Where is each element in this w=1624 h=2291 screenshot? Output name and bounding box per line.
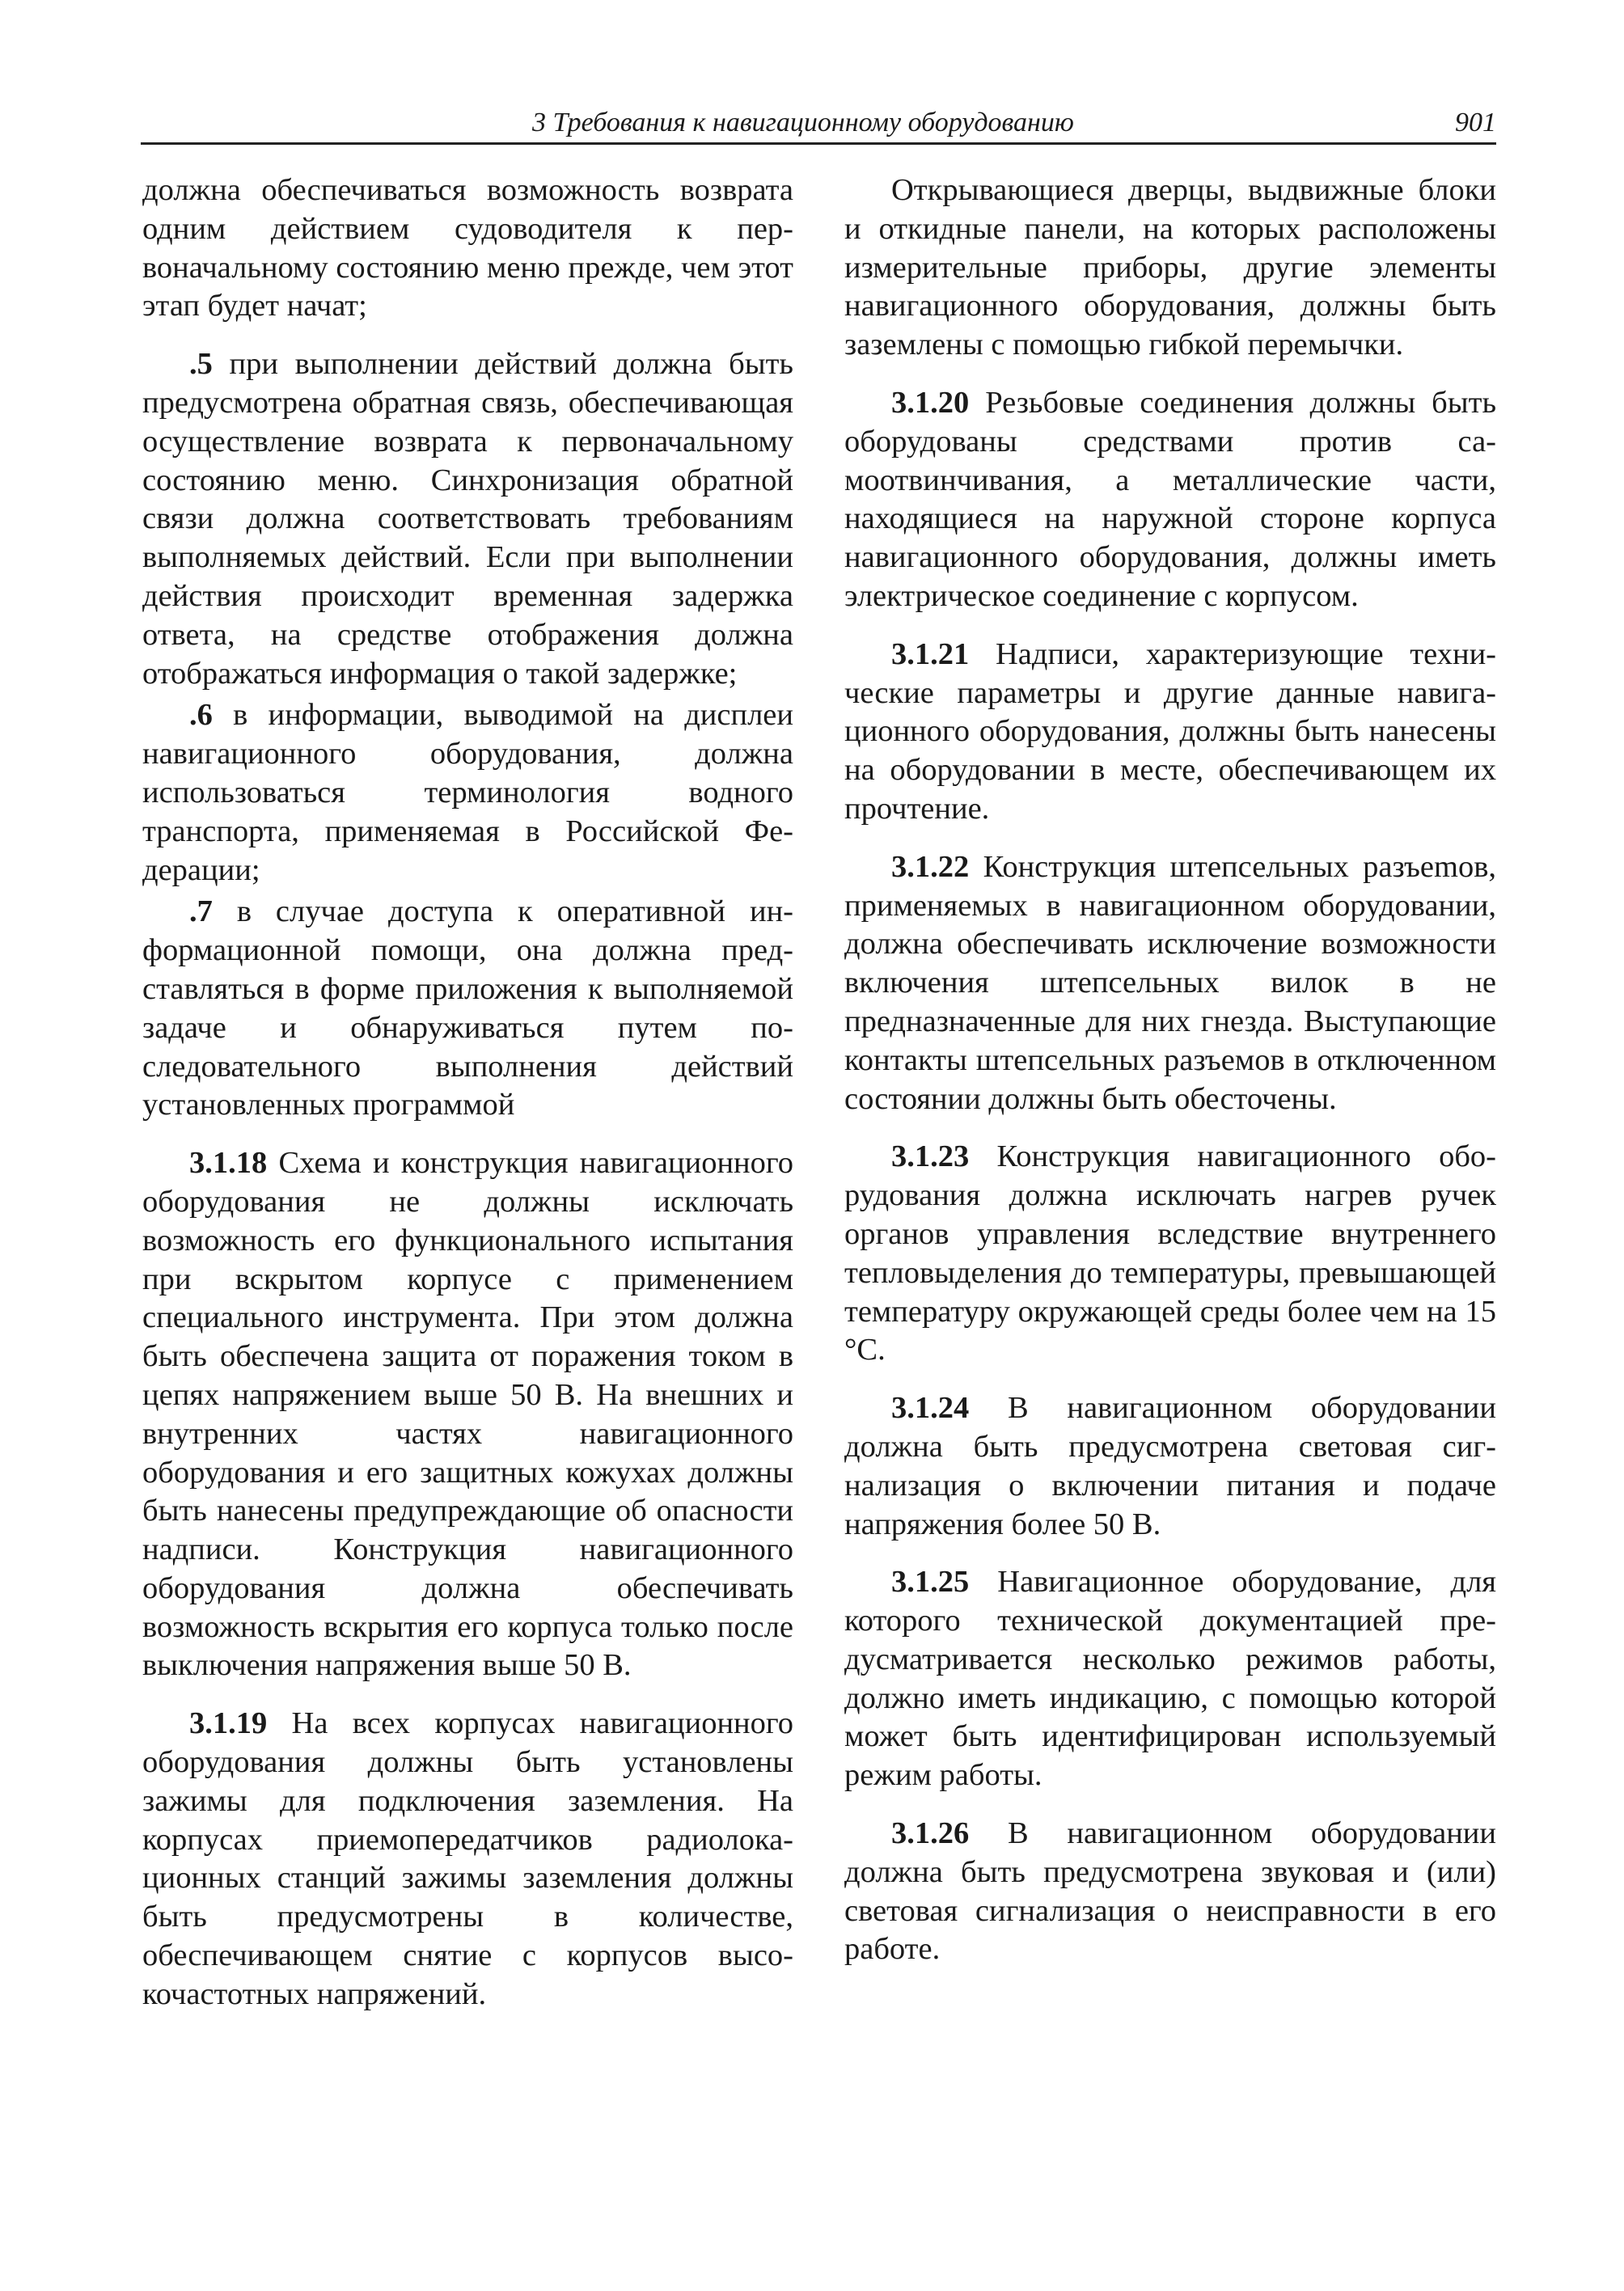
list-item-7 [142,893,793,1125]
section-text: В навигационном оборудовании должна быть предусмотрена звуковая и (или) световая сигнализация о неисправности в его работе. [844,1816,1496,1967]
section-number: 3.1.26 [891,1816,970,1851]
section-text: В навигационном оборудовании должна быть предусмотрена световая сигнализация о включении питания и подаче напряжения более 50 В. [844,1391,1496,1541]
paragraph-text: Открывающиеся дверцы, выдвижные блоки и откидные панели, на которых расположены измерительные приборы, другие элементы навигационного оборудования, должны быть заземлены с помощью гибкой перемычки. [844,173,1496,362]
section-number: 3.1.21 [891,636,970,671]
section-3-1-22 [844,848,1496,1119]
item-number: .7 [189,894,213,929]
section-text: Конструкция навигационного оборудования должна исключать нагрев ручек органов управления вследствие внутреннего тепловыделения до температуры, превышающей температуру окружающей среды более чем на 15 °С. [844,1139,1496,1367]
section-3-1-20 [844,384,1496,616]
item-number: .5 [189,347,213,382]
section-number: 3.1.22 [891,849,970,884]
item-number: .6 [189,698,213,733]
section-text: Надписи, характеризующие технические параметры и другие данные навигационного оборудования, должны быть нанесены на оборудовании в месте, обеспечивающем их прочтение. [844,636,1496,826]
page-number: 901 [1455,108,1496,137]
chapter-title: 3 Требования к навигационному оборудованию [532,108,1074,137]
section-number: 3.1.23 [891,1139,970,1174]
section-number: 3.1.18 [189,1146,268,1181]
item-text: в информации, выводимой на дисплеи навигационного оборудования, должна использоваться терминология водного транспорта, применяемая в Российской Федерации; [142,698,793,887]
section-number: 3.1.24 [891,1391,970,1426]
running-header [141,105,1496,145]
item-text: при выполнении действий должна быть предусмотрена обратная связь, обеспечивающая осуществление возврата к первоначальному состоянию меню. Синхронизация обратной связи должна соответствовать требованиям выполняемых действий. Если при выполнении действия происходит временная задержка ответа, на средстве отображения должна отображаться информация о такой задержке; [142,347,793,691]
section-3-1-25 [844,1563,1496,1795]
right-column [844,171,1496,1989]
section-number: 3.1.19 [189,1706,268,1741]
item-text: в случае доступа к оперативной информационной помощи, она должна представляться в форме приложения к выполняемой задаче и обнаруживаться путем последовательного выполнения действий установленных программой [142,894,793,1122]
section-3-1-26 [844,1815,1496,1969]
section-3-1-19 [142,1705,793,2014]
section-text: На всех корпусах навигационного оборудования должны быть установлены зажимы для подключения заземления. На корпусах приемопередатчиков радиолокационных станций зажимы заземления должны быть предусмотрены в количестве, обеспечивающем снятие с корпусов высокочастотных напряжений. [142,1706,793,2011]
list-item-5 [142,345,793,693]
list-item-6 [142,696,793,890]
section-3-1-18 [142,1144,793,1685]
paragraph-text: должна обеспечиваться возможность возврата одним действием судоводителя к первоначальному состоянию меню прежде, чем этот этап будет начат; [142,173,793,323]
paragraph-continuation [142,171,793,326]
section-3-1-23 [844,1138,1496,1370]
section-text: Резьбовые соединения должны быть оборудованы средствами против самоотвинчивания, а металлические части, находящиеся на наружной стороне корпуса навигационного оборудования, должны иметь электрическое соединение с корпусом. [844,385,1496,613]
section-text: Схема и конструкция навигационного оборудования не должны исключать возможность его функционального испытания при вскрытом корпусе с применением специального инструмента. При этом должна быть обеспечена защита от поражения током в цепях напряжением выше 50 В. На внешних и внутренних частях навигационного оборудования и его защитных кожухах должны быть нанесены предупреждающие об опасности надписи. Конструкция навигационного оборудования должна обеспечивать возможность вскрытия его корпуса только после выключения напряжения выше 50 В. [142,1146,793,1683]
left-column [142,171,793,2034]
section-text: Навигационное оборудование, для которого технической документацией предусматривается несколько режимов работы, должно иметь индикацию, с помощью которой может быть идентифицирован используемый режим работы. [844,1565,1496,1793]
paragraph-grounding [844,171,1496,365]
section-3-1-24 [844,1389,1496,1544]
section-text: Конструкция штепсельных разъеmов, применяемых в навигационном оборудовании, должна обеспечивать исключение возможности включения штепсельных вилок в не предназначенные для них гнезда. Выступающие контакты штепсельных разъемов в отключенном состоянии должны быть обесточены. [844,849,1496,1116]
section-number: 3.1.20 [891,385,970,420]
section-3-1-21 [844,636,1496,829]
section-number: 3.1.25 [891,1565,970,1600]
